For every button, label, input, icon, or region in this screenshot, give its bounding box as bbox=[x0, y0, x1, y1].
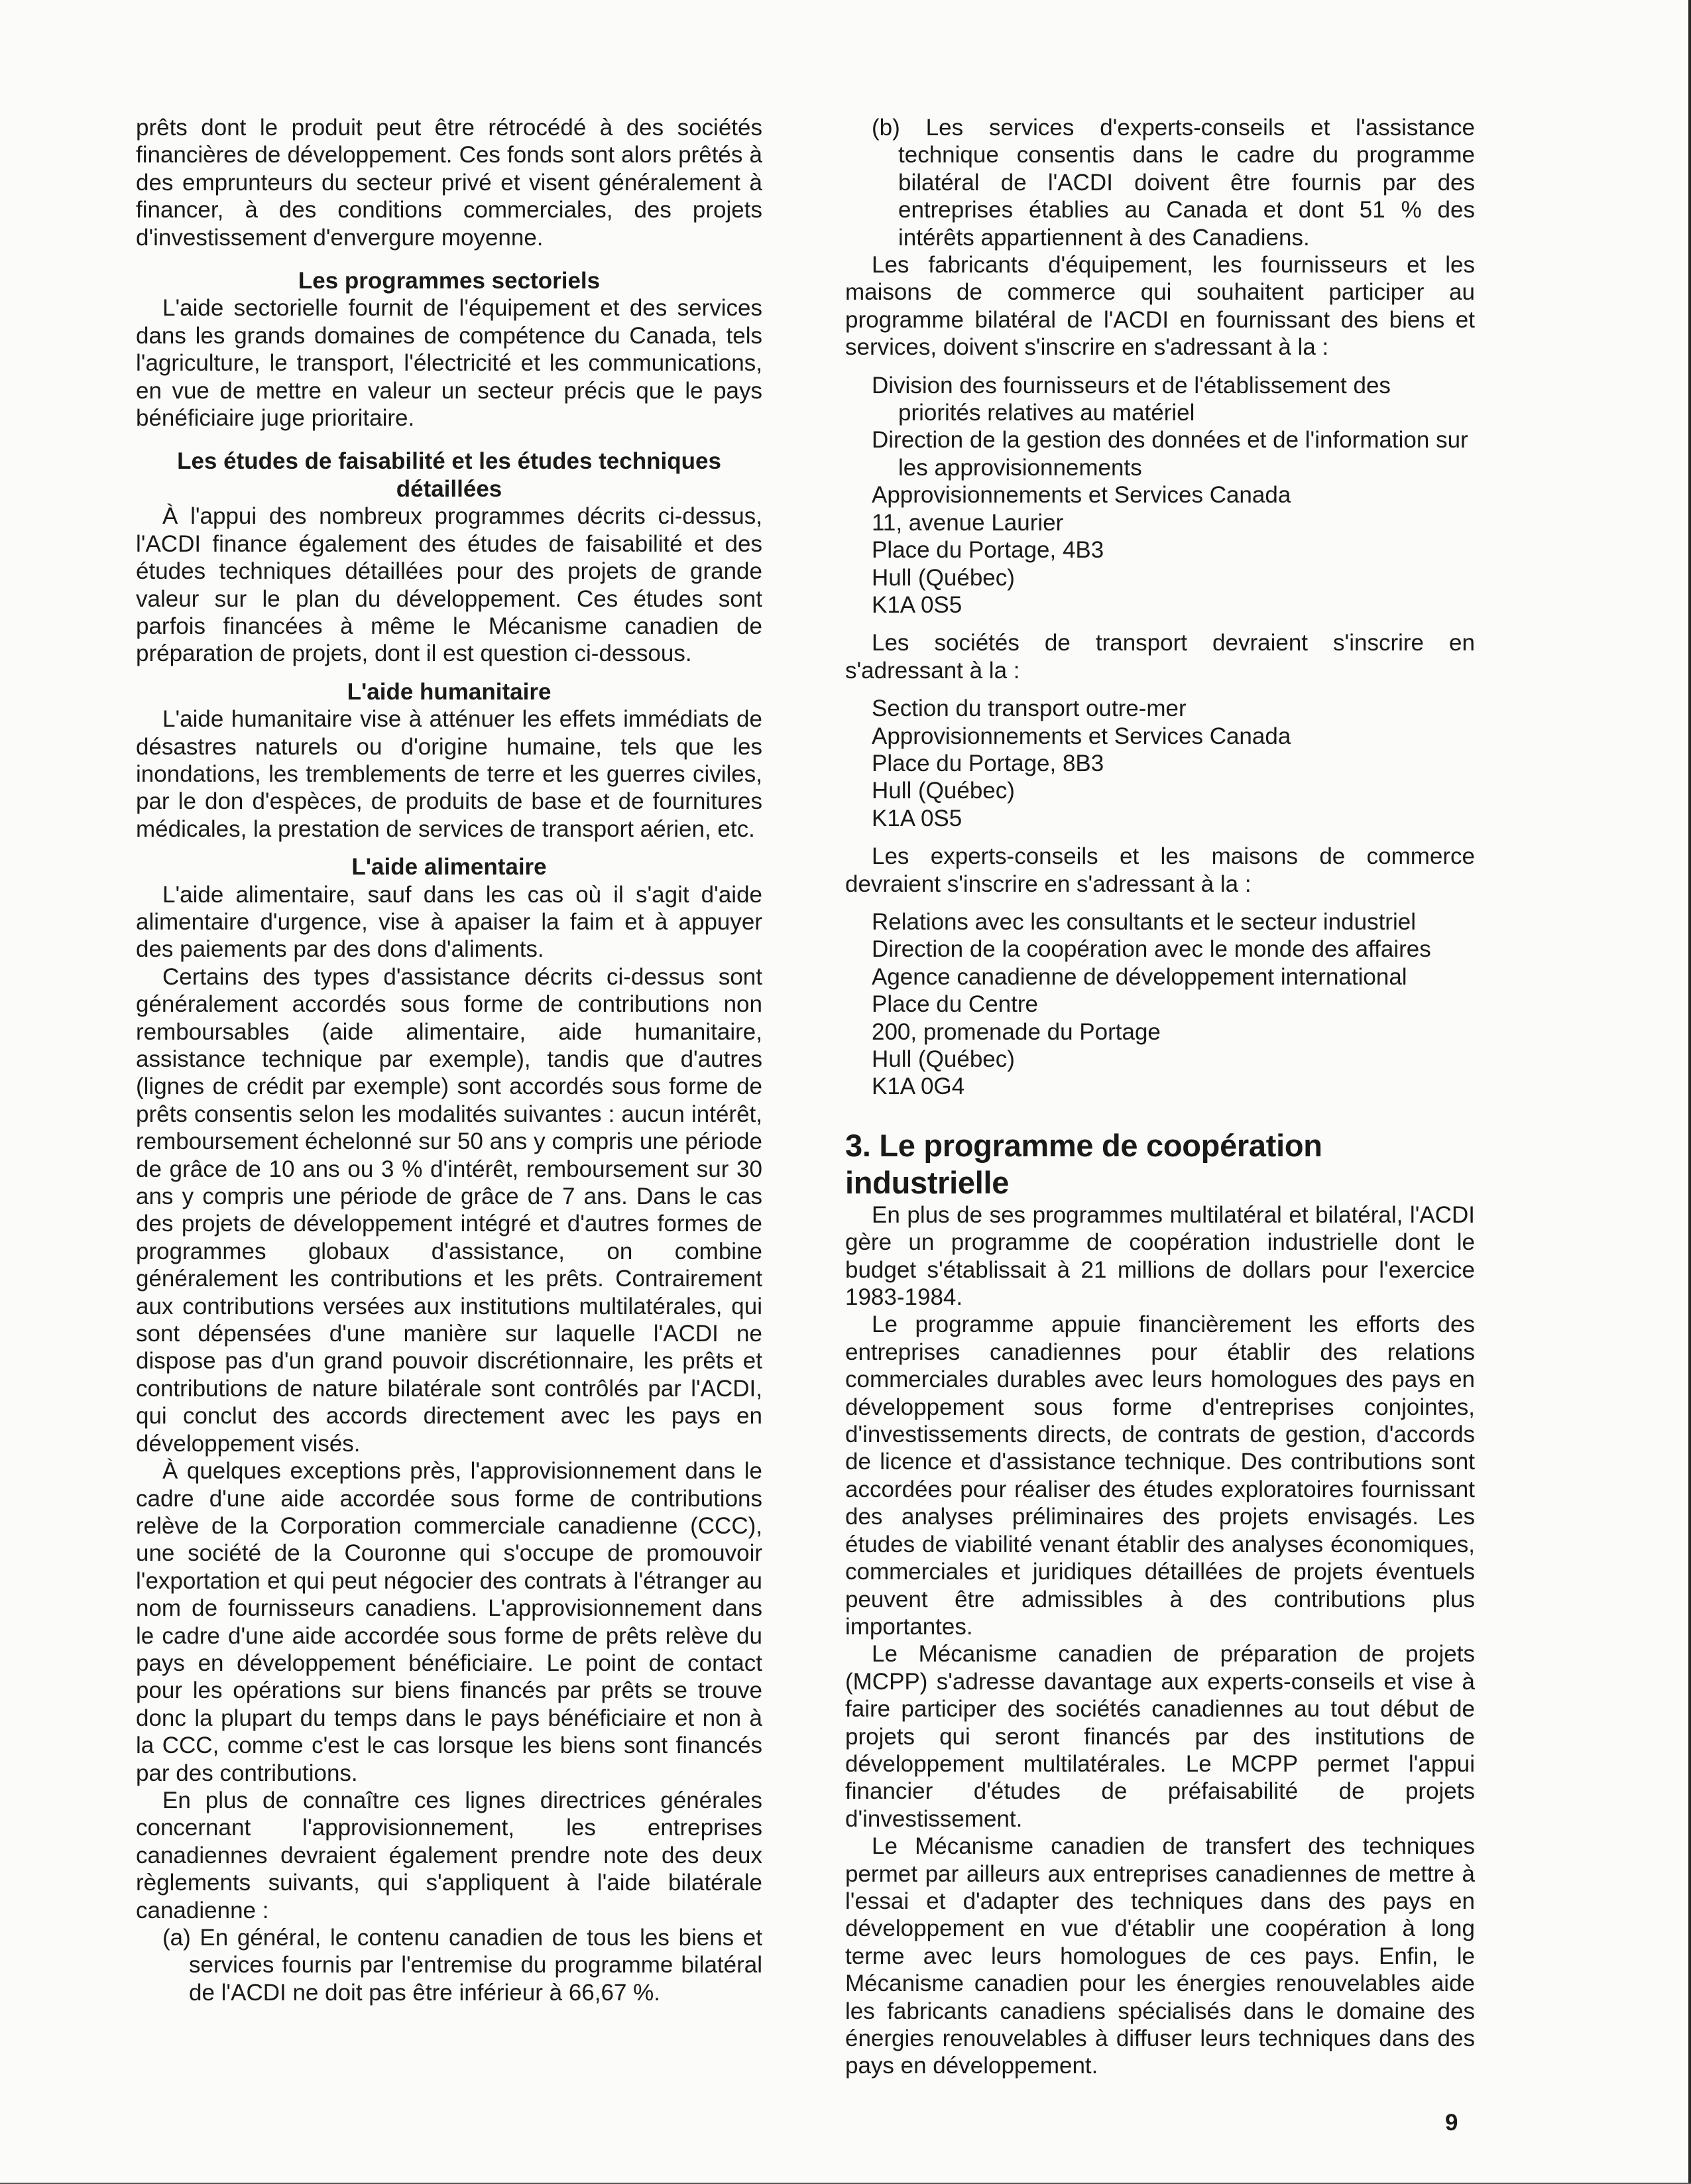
address-line: Agence canadienne de développement international bbox=[872, 963, 1407, 990]
paragraph-humanitaire: L'aide humanitaire vise à atténuer les effets immédiats de désastres naturels ou d'origine humaine, tels que les inondations, les tremblements de terre et les guerres civiles, par le don d'espèces, de produits de base et de fournitures médicales, la prestation de services de transport aérien, etc. bbox=[136, 706, 762, 842]
address-line: Hull (Québec) bbox=[872, 778, 1015, 804]
paragraph-experts: Les experts-conseils et les maisons de commerce devraient s'inscrire en s'adressant à la : bbox=[845, 843, 1475, 897]
paragraph-sectoriels: L'aide sectorielle fournit de l'équipement et des services dans les grands domaines de compétence du Canada, tels l'agriculture, le transport, l'électricité et les communications, en vue de mettre en valeur un secteur précis que le pays bénéficiaire juge prioritaire. bbox=[136, 295, 762, 432]
rule-a: (a) En général, le contenu canadien de tous les biens et services fournis par l'entremise du programme bilatéral de l'ACDI ne doit pas être inférieur à 66,67 %. bbox=[162, 1925, 762, 2006]
address-line: Approvisionnements et Services Canada bbox=[872, 723, 1291, 749]
scan-edge-right bbox=[1688, 0, 1691, 2184]
address-line: K1A 0G4 bbox=[872, 1073, 965, 1100]
address-line: 11, avenue Laurier bbox=[872, 509, 1064, 536]
address-block-transport bbox=[845, 695, 1475, 832]
paragraph-lignes-directrices: En plus de connaître ces lignes directrices générales concernant l'approvisionnement, les entreprises canadiennes devraient également prendre note des deux règlements suivants, qui s'appliquent à l'aide bilatérale canadienne : bbox=[136, 1787, 762, 1923]
address-line: Division des fournisseurs et de l'établissement des priorités relatives au matériel bbox=[872, 372, 1391, 426]
address-line: K1A 0S5 bbox=[872, 805, 962, 831]
address-line: Place du Centre bbox=[872, 991, 1038, 1018]
address-block-experts bbox=[845, 908, 1475, 1101]
address-line: Hull (Québec) bbox=[872, 1046, 1015, 1072]
address-line: Place du Portage, 8B3 bbox=[872, 750, 1104, 776]
left-column bbox=[136, 114, 762, 2006]
heading-aide-humanitaire: L'aide humanitaire bbox=[347, 678, 552, 705]
paragraph-fabricants: Les fabricants d'équipement, les fournisseurs et les maisons de commerce qui souhaitent participer au programme bilatéral de l'ACDI en fournissant des biens et services, doivent s'inscrire en s'adressant à la : bbox=[845, 252, 1475, 361]
paragraph-alimentaire: L'aide alimentaire, sauf dans les cas où il s'agit d'aide alimentaire d'urgence, vise à apaiser la faim et à appuyer des paiements par des dons d'aliments. bbox=[136, 881, 762, 963]
address-line: 200, promenade du Portage bbox=[872, 1018, 1161, 1045]
address-line: K1A 0S5 bbox=[872, 591, 962, 618]
address-line: Relations avec les consultants et le secteur industriel bbox=[872, 908, 1416, 935]
heading-section-3: 3. Le programme de coopération industrielle bbox=[845, 1127, 1322, 1200]
paragraph-etudes: À l'appui des nombreux programmes décrits ci-dessus, l'ACDI finance également des études de faisabilité et des études techniques détaillées pour des projets de grande valeur sur le plan du développement. Ces études sont parfois financées à même le Mécanisme canadien de préparation de projets, dont il est question ci-dessous. bbox=[136, 503, 762, 667]
address-line: Direction de la gestion des données et de l'information sur les approvisionnements bbox=[872, 427, 1468, 481]
heading-etudes-faisabilite: Les études de faisabilité et les études techniques détaillées bbox=[177, 448, 721, 502]
address-block-fournisseurs bbox=[845, 372, 1475, 619]
rule-b: (b) Les services d'experts-conseils et l'assistance technique consentis dans le cadre du programme bilatéral de l'ACDI doivent être fournis par des entreprises établies au Canada et dont 51 % des intérêts appartiennent à des Canadiens. bbox=[872, 115, 1475, 251]
paragraph-transport: Les sociétés de transport devraient s'inscrire en s'adressant à la : bbox=[845, 630, 1475, 684]
paragraph-s3-mcpp: Le Mécanisme canadien de préparation de projets (MCPP) s'adresse davantage aux experts-conseils et vise à faire participer des sociétés canadiennes au tout début de projets qui seront financés par des institutions de développement multilatérales. Le MCPP permet l'appui financier d'études de préfaisabilité de projets d'investissement. bbox=[845, 1641, 1475, 1832]
paragraph-s3-programme: Le programme appuie financièrement les efforts des entreprises canadiennes pour établir des relations commerciales durables avec leurs homologues des pays en développement sous forme d'entreprises conjointes, d'investissements directs, de contrats de gestion, d'accords de licence et d'assistance technique. Des contributions sont accordées pour réaliser des études exploratoires fournissant des analyses préliminaires des projets envisagés. Les études de viabilité venant établir des analyses économiques, commerciales et juridiques détaillées de projets éventuels peuvent être admissibles à des contributions plus importantes. bbox=[845, 1311, 1475, 1640]
address-line: Place du Portage, 4B3 bbox=[872, 537, 1104, 564]
paragraph-prets: prêts dont le produit peut être rétrocédé à des sociétés financières de développement. Ces fonds sont alors prêtés à des emprunteurs du secteur privé et visent généralement à financer, à des conditions commerciales, des projets d'investissement d'envergure moyenne. bbox=[136, 115, 762, 251]
paragraph-s3-transfert: Le Mécanisme canadien de transfert des techniques permet par ailleurs aux entreprises canadiennes de mettre à l'essai et d'adapter des techniques dans des pays en développement en vue d'établir une coopération à long terme avec leurs homologues de ces pays. Enfin, le Mécanisme canadien pour les énergies renouvelables aide les fabricants canadiens spécialisés dans le domaine des énergies renouvelables à diffuser leurs techniques dans des pays en développement. bbox=[845, 1833, 1475, 2079]
address-line: Section du transport outre-mer bbox=[872, 696, 1187, 722]
page-number: 9 bbox=[1445, 2110, 1458, 2136]
right-column bbox=[845, 114, 1475, 2080]
address-line: Hull (Québec) bbox=[872, 564, 1015, 591]
paragraph-exceptions: À quelques exceptions près, l'approvisionnement dans le cadre d'une aide accordée sous forme de contributions relève de la Corporation commerciale canadienne (CCC), une société de la Couronne qui s'occupe de promouvoir l'exportation et qui peut négocier des contrats à l'étranger au nom de fournisseurs canadiens. L'approvisionnement dans le cadre d'une aide accordée sous forme de prêts relève du pays en développement bénéficiaire. Le point de contact pour les opérations sur biens financés par prêts se trouve donc la plupart du temps dans le pays bénéficiaire et non à la CCC, comme c'est le cas lorsque les biens sont financés par des contributions. bbox=[136, 1458, 762, 1786]
address-line: Direction de la coopération avec le monde des affaires bbox=[872, 936, 1431, 963]
address-line: Approvisionnements et Services Canada bbox=[872, 482, 1291, 509]
heading-aide-alimentaire: L'aide alimentaire bbox=[351, 854, 547, 880]
paragraph-types-assistance: Certains des types d'assistance décrits ci-dessus sont généralement accordés sous forme de contributions non remboursables (aide alimentaire, aide humanitaire, assistance technique par exemple), tandis que d'autres (lignes de crédit par exemple) sont accordés sous forme de prêts consentis selon les modalités suivantes : aucun intérêt, remboursement échelonné sur 50 ans y compris une période de grâce de 10 ans ou 3 % d'intérêt, remboursement sur 30 ans y compris une période de grâce de 7 ans. Dans le cas des projets de développement intégré et d'autres formes de programmes globaux d'assistance, on combine généralement les contributions et les prêts. Contrairement aux contributions versées aux institutions multilatérales, qui sont dépensées d'une manière sur laquelle l'ACDI ne dispose pas d'un grand pouvoir discrétionnaire, les prêts et contributions de nature bilatérale sont contrôlés par l'ACDI, qui conclut des accords directement avec les pays en développement visés. bbox=[136, 963, 762, 1457]
paragraph-s3-budget: En plus de ses programmes multilatéral et bilatéral, l'ACDI gère un programme de coopération industrielle dont le budget s'établissait à 21 millions de dollars pour l'exercice 1983-1984. bbox=[845, 1201, 1475, 1311]
heading-programmes-sectoriels: Les programmes sectoriels bbox=[298, 268, 601, 294]
